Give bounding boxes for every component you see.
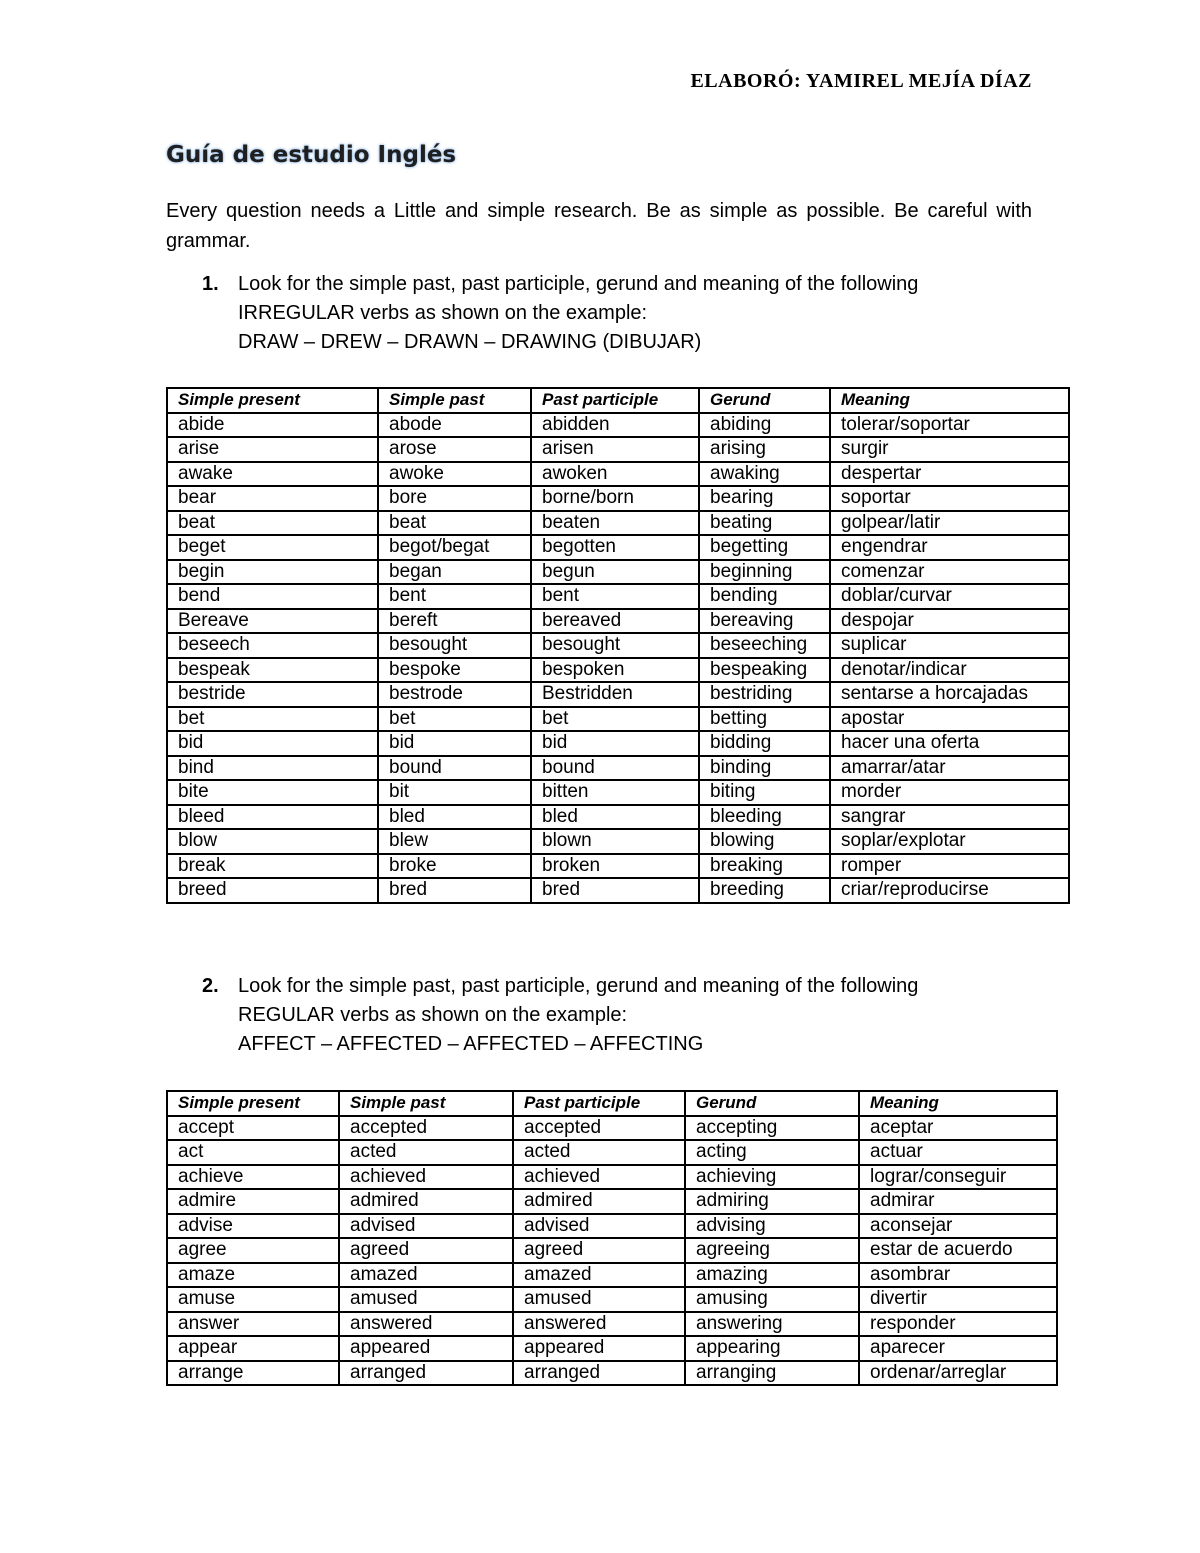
table-cell: broken [531, 854, 699, 879]
table-cell: besought [378, 633, 531, 658]
table-cell: beseeching [699, 633, 830, 658]
table-cell: beat [378, 511, 531, 536]
table-row [167, 1336, 1057, 1361]
table-row [167, 731, 1069, 756]
table-cell: bear [167, 486, 378, 511]
column-header: Meaning [830, 388, 1069, 413]
table-cell: apostar [830, 707, 1069, 732]
table-cell: bent [378, 584, 531, 609]
table-cell: doblar/curvar [830, 584, 1069, 609]
table-cell: amaze [167, 1263, 339, 1288]
table-cell: bite [167, 780, 378, 805]
table-cell: bid [167, 731, 378, 756]
table-cell: achieve [167, 1165, 339, 1190]
table-cell: bet [378, 707, 531, 732]
table-cell: advising [685, 1214, 859, 1239]
table-cell: bereft [378, 609, 531, 634]
table-cell: begun [531, 560, 699, 585]
table-cell: romper [830, 854, 1069, 879]
table-cell: amarrar/atar [830, 756, 1069, 781]
table-cell: awaking [699, 462, 830, 487]
table-cell: bid [378, 731, 531, 756]
table-cell: besought [531, 633, 699, 658]
table-row [167, 1140, 1057, 1165]
irregular-verbs-body [167, 413, 1069, 903]
table-cell: beaten [531, 511, 699, 536]
table-cell: acting [685, 1140, 859, 1165]
table-cell: amuse [167, 1287, 339, 1312]
table-cell: amused [339, 1287, 513, 1312]
table-cell: bestride [167, 682, 378, 707]
table-row [167, 707, 1069, 732]
table-cell: blown [531, 829, 699, 854]
table-cell: advised [339, 1214, 513, 1239]
column-header: Simple present [167, 388, 378, 413]
table-cell: golpear/latir [830, 511, 1069, 536]
table-cell: appeared [339, 1336, 513, 1361]
table-cell: beseech [167, 633, 378, 658]
table-row [167, 462, 1069, 487]
question-number: 2. [202, 975, 219, 997]
table-cell: accept [167, 1116, 339, 1141]
table-row [167, 1361, 1057, 1386]
table-cell: bereaving [699, 609, 830, 634]
table-cell: agreeing [685, 1238, 859, 1263]
table-cell: broke [378, 854, 531, 879]
table-cell: beat [167, 511, 378, 536]
table-cell: accepted [513, 1116, 685, 1141]
table-cell: bound [378, 756, 531, 781]
table-cell: agree [167, 1238, 339, 1263]
table-cell: suplicar [830, 633, 1069, 658]
question-2 [166, 972, 1066, 1059]
table-cell: bending [699, 584, 830, 609]
page-header-author: ELABORÓ: YAMIREL MEJÍA DÍAZ [690, 70, 1032, 92]
table-cell: aparecer [859, 1336, 1057, 1361]
table-row [167, 1312, 1057, 1337]
table-row [167, 878, 1069, 903]
table-row [167, 1165, 1057, 1190]
table-cell: begot/begat [378, 535, 531, 560]
table-cell: soportar [830, 486, 1069, 511]
table-cell: appeared [513, 1336, 685, 1361]
table-cell: advised [513, 1214, 685, 1239]
table-cell: blew [378, 829, 531, 854]
intro-paragraph: Every question needs a Little and simple research. Be as simple as possible. Be careful with grammar. [166, 200, 1032, 252]
question-example: AFFECT – AFFECTED – AFFECTED – AFFECTING [238, 1033, 704, 1055]
table-cell: abiding [699, 413, 830, 438]
table-cell: breaking [699, 854, 830, 879]
table-cell: hacer una oferta [830, 731, 1069, 756]
table-row [167, 854, 1069, 879]
table-cell: begetting [699, 535, 830, 560]
table-cell: bled [531, 805, 699, 830]
table-cell: bearing [699, 486, 830, 511]
table-cell: bitten [531, 780, 699, 805]
table-row [167, 1238, 1057, 1263]
regular-verbs-body [167, 1116, 1057, 1386]
table-cell: bled [378, 805, 531, 830]
table-cell: betting [699, 707, 830, 732]
table-cell: achieved [339, 1165, 513, 1190]
column-header: Past participle [513, 1091, 685, 1116]
table-row [167, 560, 1069, 585]
table-cell: agreed [513, 1238, 685, 1263]
table-cell: beating [699, 511, 830, 536]
table-cell: begotten [531, 535, 699, 560]
table-row [167, 1263, 1057, 1288]
table-cell: estar de acuerdo [859, 1238, 1057, 1263]
table-cell: sangrar [830, 805, 1069, 830]
table-cell: despertar [830, 462, 1069, 487]
table-cell: amazed [339, 1263, 513, 1288]
table-row [167, 535, 1069, 560]
table-header-row [167, 1091, 1057, 1116]
table-cell: comenzar [830, 560, 1069, 585]
table-cell: appear [167, 1336, 339, 1361]
column-header: Past participle [531, 388, 699, 413]
table-cell: arisen [531, 437, 699, 462]
table-cell: bleed [167, 805, 378, 830]
table-row [167, 1214, 1057, 1239]
table-cell: arise [167, 437, 378, 462]
table-cell: sentarse a horcajadas [830, 682, 1069, 707]
table-cell: arrange [167, 1361, 339, 1386]
table-cell: awake [167, 462, 378, 487]
table-cell: answer [167, 1312, 339, 1337]
table-cell: answering [685, 1312, 859, 1337]
table-cell: bespoke [378, 658, 531, 683]
column-header: Meaning [859, 1091, 1057, 1116]
table-cell: bred [531, 878, 699, 903]
table-cell: bereaved [531, 609, 699, 634]
table-cell: ordenar/arreglar [859, 1361, 1057, 1386]
table-cell: engendrar [830, 535, 1069, 560]
column-header: Gerund [685, 1091, 859, 1116]
table-cell: binding [699, 756, 830, 781]
table-cell: bind [167, 756, 378, 781]
regular-verbs-table [166, 1090, 1058, 1386]
irregular-verbs-table [166, 387, 1070, 904]
table-cell: bore [378, 486, 531, 511]
table-cell: bestriding [699, 682, 830, 707]
table-cell: bit [378, 780, 531, 805]
table-cell: blow [167, 829, 378, 854]
table-cell: Bereave [167, 609, 378, 634]
question-example: DRAW – DREW – DRAWN – DRAWING (DIBUJAR) [238, 331, 702, 353]
table-cell: criar/reproducirse [830, 878, 1069, 903]
table-cell: arranged [513, 1361, 685, 1386]
table-cell: arranged [339, 1361, 513, 1386]
table-row [167, 437, 1069, 462]
table-cell: answered [339, 1312, 513, 1337]
table-cell: bent [531, 584, 699, 609]
table-cell: began [378, 560, 531, 585]
table-row [167, 756, 1069, 781]
table-cell: bleeding [699, 805, 830, 830]
table-cell: despojar [830, 609, 1069, 634]
table-cell: bet [531, 707, 699, 732]
table-row [167, 805, 1069, 830]
table-cell: acted [339, 1140, 513, 1165]
table-cell: surgir [830, 437, 1069, 462]
table-cell: amazing [685, 1263, 859, 1288]
table-cell: break [167, 854, 378, 879]
table-cell: advise [167, 1214, 339, 1239]
table-cell: bespoken [531, 658, 699, 683]
table-cell: admiring [685, 1189, 859, 1214]
table-cell: tolerar/soportar [830, 413, 1069, 438]
table-header-row [167, 388, 1069, 413]
table-cell: awoke [378, 462, 531, 487]
table-cell: aceptar [859, 1116, 1057, 1141]
table-row [167, 609, 1069, 634]
column-header: Simple past [339, 1091, 513, 1116]
table-cell: abide [167, 413, 378, 438]
table-row [167, 511, 1069, 536]
table-cell: abode [378, 413, 531, 438]
table-cell: amused [513, 1287, 685, 1312]
table-cell: denotar/indicar [830, 658, 1069, 683]
table-cell: arising [699, 437, 830, 462]
table-row [167, 682, 1069, 707]
table-row [167, 829, 1069, 854]
table-row [167, 413, 1069, 438]
table-cell: aconsejar [859, 1214, 1057, 1239]
table-row [167, 1189, 1057, 1214]
table-cell: actuar [859, 1140, 1057, 1165]
table-cell: breed [167, 878, 378, 903]
table-row [167, 633, 1069, 658]
column-header: Gerund [699, 388, 830, 413]
column-header: Simple present [167, 1091, 339, 1116]
question-number: 1. [202, 273, 219, 295]
table-cell: responder [859, 1312, 1057, 1337]
table-cell: admire [167, 1189, 339, 1214]
table-cell: admired [339, 1189, 513, 1214]
table-cell: asombrar [859, 1263, 1057, 1288]
table-cell: lograr/conseguir [859, 1165, 1057, 1190]
table-cell: bet [167, 707, 378, 732]
table-cell: acted [513, 1140, 685, 1165]
table-cell: agreed [339, 1238, 513, 1263]
table-cell: awoken [531, 462, 699, 487]
table-cell: bid [531, 731, 699, 756]
table-cell: appearing [685, 1336, 859, 1361]
table-cell: amazed [513, 1263, 685, 1288]
table-cell: begin [167, 560, 378, 585]
table-cell: bend [167, 584, 378, 609]
table-cell: borne/born [531, 486, 699, 511]
table-cell: admirar [859, 1189, 1057, 1214]
table-row [167, 486, 1069, 511]
question-text-line: Look for the simple past, past participle, gerund and meaning of the following [238, 273, 919, 295]
table-row [167, 780, 1069, 805]
table-cell: breeding [699, 878, 830, 903]
table-cell: soplar/explotar [830, 829, 1069, 854]
table-cell: bestrode [378, 682, 531, 707]
table-cell: amusing [685, 1287, 859, 1312]
table-cell: divertir [859, 1287, 1057, 1312]
table-cell: blowing [699, 829, 830, 854]
table-row [167, 1287, 1057, 1312]
table-cell: accepting [685, 1116, 859, 1141]
table-cell: achieved [513, 1165, 685, 1190]
table-cell: morder [830, 780, 1069, 805]
table-cell: achieving [685, 1165, 859, 1190]
table-cell: bidding [699, 731, 830, 756]
question-1 [166, 270, 1066, 357]
table-cell: Bestridden [531, 682, 699, 707]
table-row [167, 658, 1069, 683]
table-cell: bespeaking [699, 658, 830, 683]
table-cell: answered [513, 1312, 685, 1337]
table-cell: abidden [531, 413, 699, 438]
column-header: Simple past [378, 388, 531, 413]
table-cell: bespeak [167, 658, 378, 683]
table-cell: beginning [699, 560, 830, 585]
question-text-line: IRREGULAR verbs as shown on the example: [238, 302, 648, 324]
table-cell: arranging [685, 1361, 859, 1386]
table-cell: bound [531, 756, 699, 781]
document-title: Guía de estudio Inglés [166, 142, 457, 168]
table-cell: admired [513, 1189, 685, 1214]
table-cell: bred [378, 878, 531, 903]
question-text-line: REGULAR verbs as shown on the example: [238, 1004, 628, 1026]
table-cell: arose [378, 437, 531, 462]
table-cell: accepted [339, 1116, 513, 1141]
table-cell: beget [167, 535, 378, 560]
table-cell: biting [699, 780, 830, 805]
question-text-line: Look for the simple past, past participle, gerund and meaning of the following [238, 975, 919, 997]
table-row [167, 584, 1069, 609]
table-cell: act [167, 1140, 339, 1165]
table-row [167, 1116, 1057, 1141]
